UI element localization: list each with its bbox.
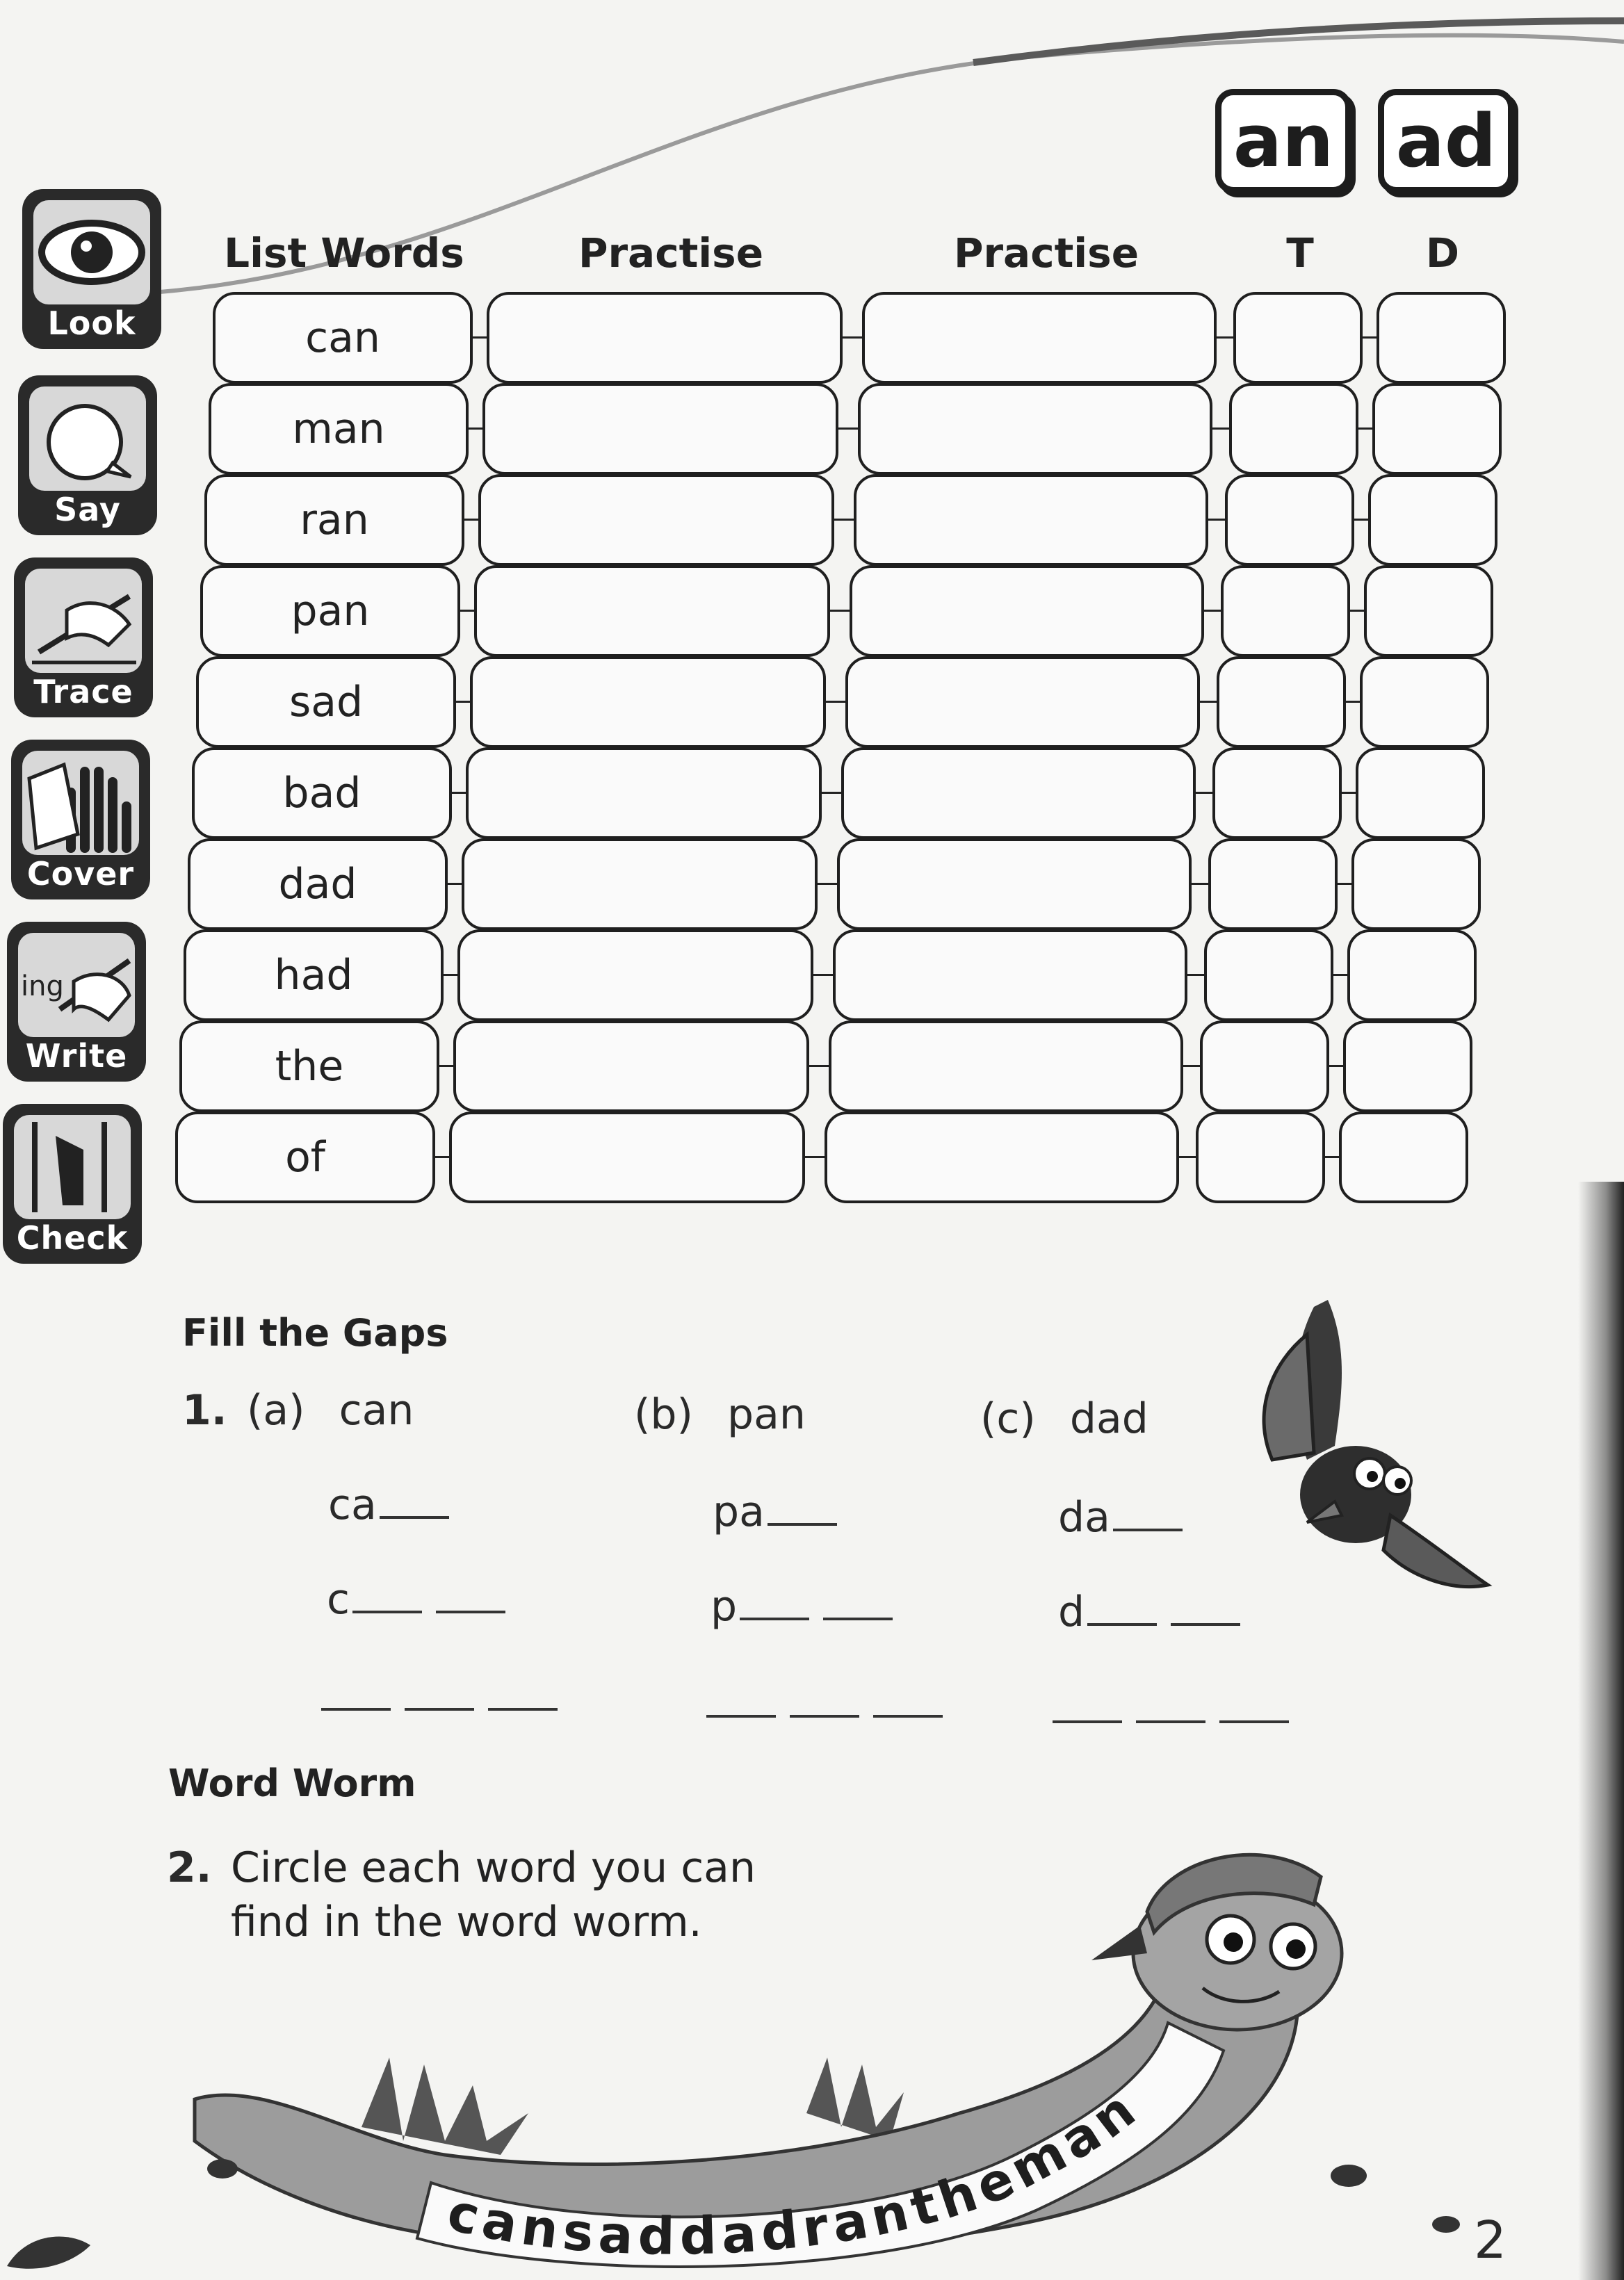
cell-connector bbox=[1217, 336, 1233, 339]
cell-connector bbox=[464, 519, 478, 521]
instruction-line-2: find in the word worm. bbox=[231, 1898, 702, 1946]
practise-cell[interactable] bbox=[833, 929, 1187, 1021]
gap-word: pan bbox=[726, 1390, 806, 1439]
practise-cell[interactable] bbox=[470, 656, 826, 748]
cell-connector bbox=[1204, 610, 1221, 612]
instruction-line-1: Circle each word you can bbox=[231, 1843, 756, 1892]
test-cell[interactable] bbox=[1225, 474, 1354, 566]
cell-connector bbox=[1342, 792, 1356, 794]
step-label: Look bbox=[47, 304, 136, 342]
cell-connector bbox=[1179, 1156, 1196, 1158]
dictation-cell[interactable] bbox=[1351, 838, 1481, 930]
gap-item-c bbox=[980, 1394, 1148, 1443]
gap-letter: (c) bbox=[980, 1394, 1036, 1443]
cell-connector bbox=[1329, 1065, 1343, 1067]
gap-letter: (b) bbox=[634, 1390, 693, 1439]
step-label: Cover bbox=[26, 855, 135, 893]
test-cell[interactable] bbox=[1217, 656, 1346, 748]
header-practise-1: Practise bbox=[578, 229, 764, 277]
cell-connector bbox=[1346, 701, 1360, 703]
gap-item-a bbox=[247, 1386, 414, 1435]
dictation-cell[interactable] bbox=[1368, 474, 1497, 566]
cell-connector bbox=[813, 974, 833, 976]
practise-cell[interactable] bbox=[858, 383, 1212, 475]
cell-connector bbox=[1183, 1065, 1200, 1067]
cell-connector bbox=[444, 974, 457, 976]
gap-b-line3[interactable] bbox=[706, 1679, 943, 1728]
gap-b-line2[interactable]: p bbox=[710, 1582, 893, 1631]
badge-ad: ad bbox=[1378, 89, 1514, 193]
practise-cell[interactable] bbox=[462, 838, 818, 930]
practise-cell[interactable] bbox=[854, 474, 1208, 566]
list-word-cell: had bbox=[184, 929, 444, 1021]
page-edge-shadow bbox=[1578, 1182, 1624, 2280]
dictation-cell[interactable] bbox=[1347, 929, 1477, 1021]
test-cell[interactable] bbox=[1196, 1112, 1325, 1203]
tracing-hand-icon bbox=[25, 569, 142, 673]
gap-b-line1[interactable]: pa bbox=[713, 1488, 837, 1536]
list-word-cell: pan bbox=[200, 565, 460, 657]
speech-bubble-icon bbox=[29, 386, 146, 491]
test-cell[interactable] bbox=[1229, 383, 1358, 475]
eye-icon bbox=[33, 200, 150, 304]
list-word-cell: the bbox=[179, 1020, 439, 1112]
cell-connector bbox=[822, 792, 841, 794]
fill-the-gaps-title: Fill the Gaps bbox=[182, 1311, 448, 1355]
dictation-cell[interactable] bbox=[1343, 1020, 1472, 1112]
badge-an: an bbox=[1215, 89, 1351, 193]
practise-cell[interactable] bbox=[862, 292, 1217, 384]
list-word-cell: man bbox=[209, 383, 469, 475]
page-number: 2 bbox=[1474, 2210, 1507, 2270]
practise-cell[interactable] bbox=[449, 1112, 805, 1203]
cell-connector bbox=[456, 701, 470, 703]
test-cell[interactable] bbox=[1212, 747, 1342, 839]
dictation-cell[interactable] bbox=[1372, 383, 1502, 475]
step-trace bbox=[14, 557, 153, 717]
step-label: Say bbox=[54, 491, 121, 528]
practise-cell[interactable] bbox=[825, 1112, 1179, 1203]
gap-c-line1[interactable]: da bbox=[1058, 1493, 1183, 1542]
cell-connector bbox=[1363, 336, 1377, 339]
cell-connector bbox=[439, 1065, 453, 1067]
cell-connector bbox=[809, 1065, 829, 1067]
gap-item-b bbox=[634, 1390, 806, 1439]
dictation-cell[interactable] bbox=[1360, 656, 1489, 748]
svg-text:ing: ing bbox=[21, 970, 64, 1002]
cell-connector bbox=[1333, 974, 1347, 976]
writing-hand-icon bbox=[18, 933, 135, 1037]
cell-connector bbox=[469, 427, 482, 430]
cell-connector bbox=[834, 519, 854, 521]
dictation-cell[interactable] bbox=[1364, 565, 1493, 657]
dictation-cell[interactable] bbox=[1356, 747, 1485, 839]
cell-connector bbox=[1350, 610, 1364, 612]
cell-connector bbox=[1196, 792, 1212, 794]
test-cell[interactable] bbox=[1204, 929, 1333, 1021]
practise-cell[interactable] bbox=[457, 929, 813, 1021]
bird-illustration bbox=[1231, 1293, 1495, 1682]
header-practise-2: Practise bbox=[953, 229, 1139, 277]
practise-cell[interactable] bbox=[845, 656, 1200, 748]
header-list-words: List Words bbox=[224, 229, 464, 277]
list-word-cell: bad bbox=[192, 747, 452, 839]
step-write bbox=[7, 922, 146, 1082]
gap-word: can bbox=[339, 1386, 414, 1435]
question-2-number: 2. bbox=[167, 1843, 212, 1892]
step-cover bbox=[11, 740, 150, 899]
test-cell[interactable] bbox=[1221, 565, 1350, 657]
leaf-icon bbox=[0, 2224, 97, 2280]
practise-cell[interactable] bbox=[829, 1020, 1183, 1112]
cell-connector bbox=[1338, 883, 1351, 885]
step-label: Check bbox=[16, 1219, 129, 1257]
cell-connector bbox=[473, 336, 487, 339]
practise-cell[interactable] bbox=[478, 474, 834, 566]
practise-cell[interactable] bbox=[474, 565, 830, 657]
header-dictation: D bbox=[1425, 229, 1460, 277]
practise-cell[interactable] bbox=[487, 292, 843, 384]
dictation-cell[interactable] bbox=[1339, 1112, 1468, 1203]
practise-cell[interactable] bbox=[837, 838, 1192, 930]
gap-a-line3[interactable] bbox=[321, 1672, 558, 1721]
cell-connector bbox=[1208, 519, 1225, 521]
gap-letter: (a) bbox=[247, 1386, 305, 1435]
gap-c-line3[interactable] bbox=[1053, 1685, 1289, 1734]
cell-connector bbox=[1212, 427, 1229, 430]
list-word-cell: ran bbox=[204, 474, 464, 566]
word-worm-illustration bbox=[181, 1849, 1502, 2280]
list-word-cell: sad bbox=[196, 656, 456, 748]
cell-connector bbox=[805, 1156, 825, 1158]
cell-connector bbox=[460, 610, 474, 612]
gap-a-line2[interactable]: c bbox=[327, 1575, 505, 1624]
cell-connector bbox=[452, 792, 466, 794]
checking-hand-icon bbox=[14, 1115, 131, 1219]
step-label: Trace bbox=[33, 673, 133, 710]
word-worm-letters: cansaddadrantheman bbox=[441, 2077, 1151, 2267]
dictation-cell[interactable] bbox=[1377, 292, 1506, 384]
cell-connector bbox=[448, 883, 462, 885]
cell-connector bbox=[1192, 883, 1208, 885]
cell-connector bbox=[1187, 974, 1204, 976]
step-label: Write bbox=[25, 1037, 128, 1075]
list-word-cell: dad bbox=[188, 838, 448, 930]
cell-connector bbox=[838, 427, 858, 430]
list-word-cell: can bbox=[213, 292, 473, 384]
step-say bbox=[18, 375, 157, 535]
practise-cell[interactable] bbox=[482, 383, 838, 475]
word-worm-title: Word Worm bbox=[168, 1761, 416, 1805]
practise-cell[interactable] bbox=[466, 747, 822, 839]
practise-cell[interactable] bbox=[850, 565, 1204, 657]
cell-connector bbox=[818, 883, 837, 885]
cell-connector bbox=[843, 336, 862, 339]
cell-connector bbox=[1200, 701, 1217, 703]
test-cell[interactable] bbox=[1233, 292, 1363, 384]
cell-connector bbox=[830, 610, 850, 612]
covering-hand-icon bbox=[22, 751, 139, 855]
cell-connector bbox=[826, 701, 845, 703]
practise-cell[interactable] bbox=[841, 747, 1196, 839]
test-cell[interactable] bbox=[1200, 1020, 1329, 1112]
cell-connector bbox=[435, 1156, 449, 1158]
list-word-cell: of bbox=[175, 1112, 435, 1203]
step-check bbox=[3, 1104, 142, 1264]
gap-c-line2[interactable]: d bbox=[1058, 1588, 1240, 1636]
gap-word: dad bbox=[1069, 1394, 1148, 1443]
practise-cell[interactable] bbox=[453, 1020, 809, 1112]
cell-connector bbox=[1358, 427, 1372, 430]
question-1-number: 1. bbox=[182, 1386, 227, 1435]
test-cell[interactable] bbox=[1208, 838, 1338, 930]
gap-a-line1[interactable]: ca bbox=[328, 1481, 449, 1529]
header-test: T bbox=[1286, 229, 1314, 277]
step-look bbox=[22, 189, 161, 349]
cell-connector bbox=[1354, 519, 1368, 521]
cell-connector bbox=[1325, 1156, 1339, 1158]
